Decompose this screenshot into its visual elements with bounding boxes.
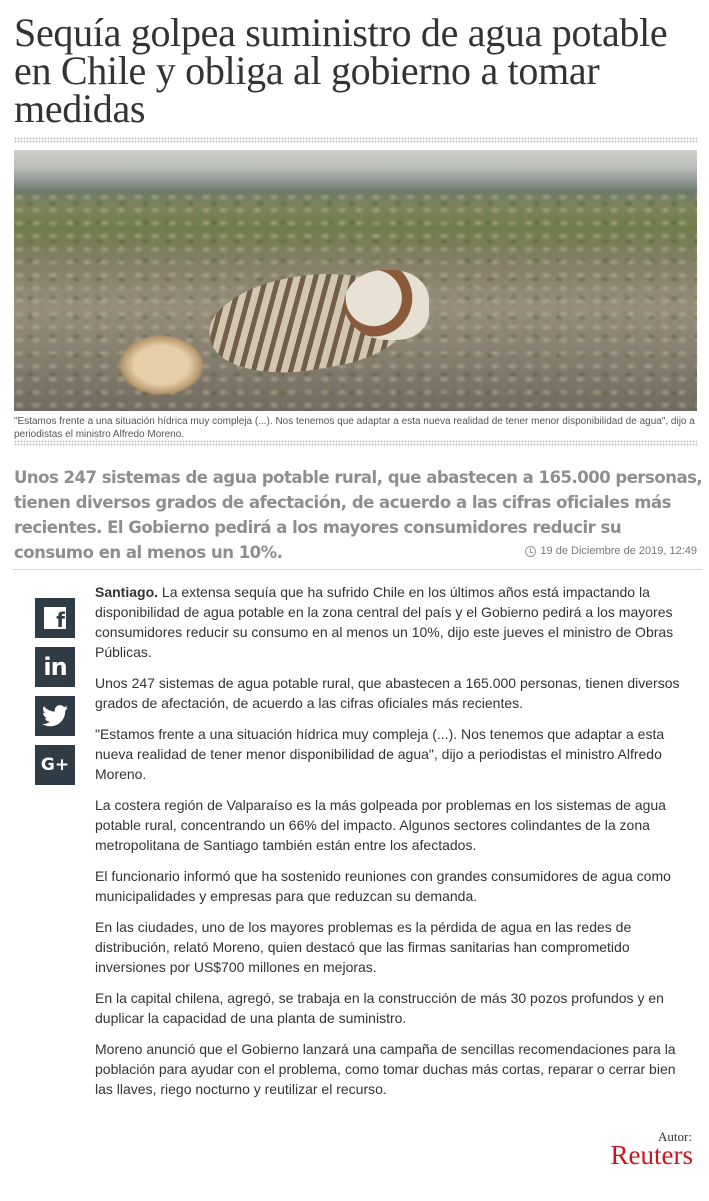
paragraph: Unos 247 sistemas de agua potable rural, que abastecen a 165.000 personas, tienen diversos grados de afectación, de acuerdo a las cifras oficiales más recientes. — [95, 675, 680, 711]
article-title: Sequía golpea suministro de agua potable en Chile y obliga al gobierno a tomar medidas — [14, 10, 668, 131]
paragraph: "Estamos frente a una situación hídrica muy compleja (...). Nos tenemos que adaptar a esta nueva realidad de tener menor disponibilidad de agua", dijo a periodistas el ministro Alfredo Moreno. — [95, 726, 665, 782]
divider — [12, 569, 702, 570]
article-lead: Unos 247 sistemas de agua potable rural, que abastecen a 165.000 personas, tienen diversos grados de afectación, de acuerdo a las cifras oficiales más recientes. El Gobierno pedirá a los mayores consumidores reducir su consumo en al menos un 10%. — [14, 468, 703, 562]
linkedin-share-button[interactable] — [35, 647, 75, 687]
paragraph: En las ciudades, uno de los mayores problemas es la pérdida de agua en las redes de distribución, relató Moreno, quien destacó que las firmas sanitarias han comprometido inversiones por US$700 millones en mejoras. — [95, 919, 632, 975]
dateline: Santiago. — [95, 584, 159, 600]
image-caption: "Estamos frente a una situación hídrica muy compleja (...). Nos tenemos que adaptar a esta nueva realidad de tener menor disponibilidad de agua", dijo a periodistas el ministro Alfredo Moreno. — [14, 416, 695, 440]
linkedin-icon: in — [43, 653, 67, 681]
googleplus-share-button[interactable] — [35, 745, 75, 785]
dotted-divider — [14, 137, 697, 143]
googleplus-icon: G+ — [40, 755, 70, 775]
twitter-icon — [42, 705, 68, 727]
article-body — [95, 582, 690, 1110]
paragraph: Santiago. La extensa sequía que ha sufrido Chile en los últimos años está impactando la disponibilidad de agua potable en la zona central del país y el Gobierno pedirá a los mayores consumidores reducir su consumo en al menos un 10%, dijo este jueves el ministro de Obras Públicas. — [95, 584, 674, 660]
dotted-divider — [14, 440, 697, 446]
facebook-share-button[interactable] — [35, 598, 75, 638]
clock-icon — [525, 546, 536, 557]
social-share-bar — [35, 598, 75, 794]
article-photo — [14, 150, 697, 411]
publish-date — [525, 545, 697, 557]
twitter-share-button[interactable] — [35, 696, 75, 736]
paragraph: Moreno anunció que el Gobierno lanzará una campaña de sencillas recomendaciones para la población para ayudar con el problema, como tomar duchas más cortas, reparar o cerrar bien las llaves, riego nocturno y reutilizar el recurso. — [95, 1041, 676, 1097]
paragraph: En la capital chilena, agregó, se trabaja en la construcción de más 30 pozos profundos y en duplicar la capacidad de una planta de suministro. — [95, 990, 664, 1026]
facebook-icon: f — [44, 607, 66, 629]
author-name[interactable]: Reuters — [610, 1140, 693, 1170]
author-label: Autor: — [658, 1129, 692, 1144]
publish-date-text: 19 de Diciembre de 2019, 12:49 — [540, 545, 697, 557]
paragraph: La costera región de Valparaíso es la más golpeada por problemas en los sistemas de agua potable rural, concentrando un 66% del impacto. Algunos sectores colindantes de la zona metropolitana de Santiago también están entre los afectados. — [95, 797, 666, 853]
paragraph: El funcionario informó que ha sostenido reuniones con grandes consumidores de agua como municipalidades y empresas para que reduzcan su demanda. — [95, 868, 671, 904]
